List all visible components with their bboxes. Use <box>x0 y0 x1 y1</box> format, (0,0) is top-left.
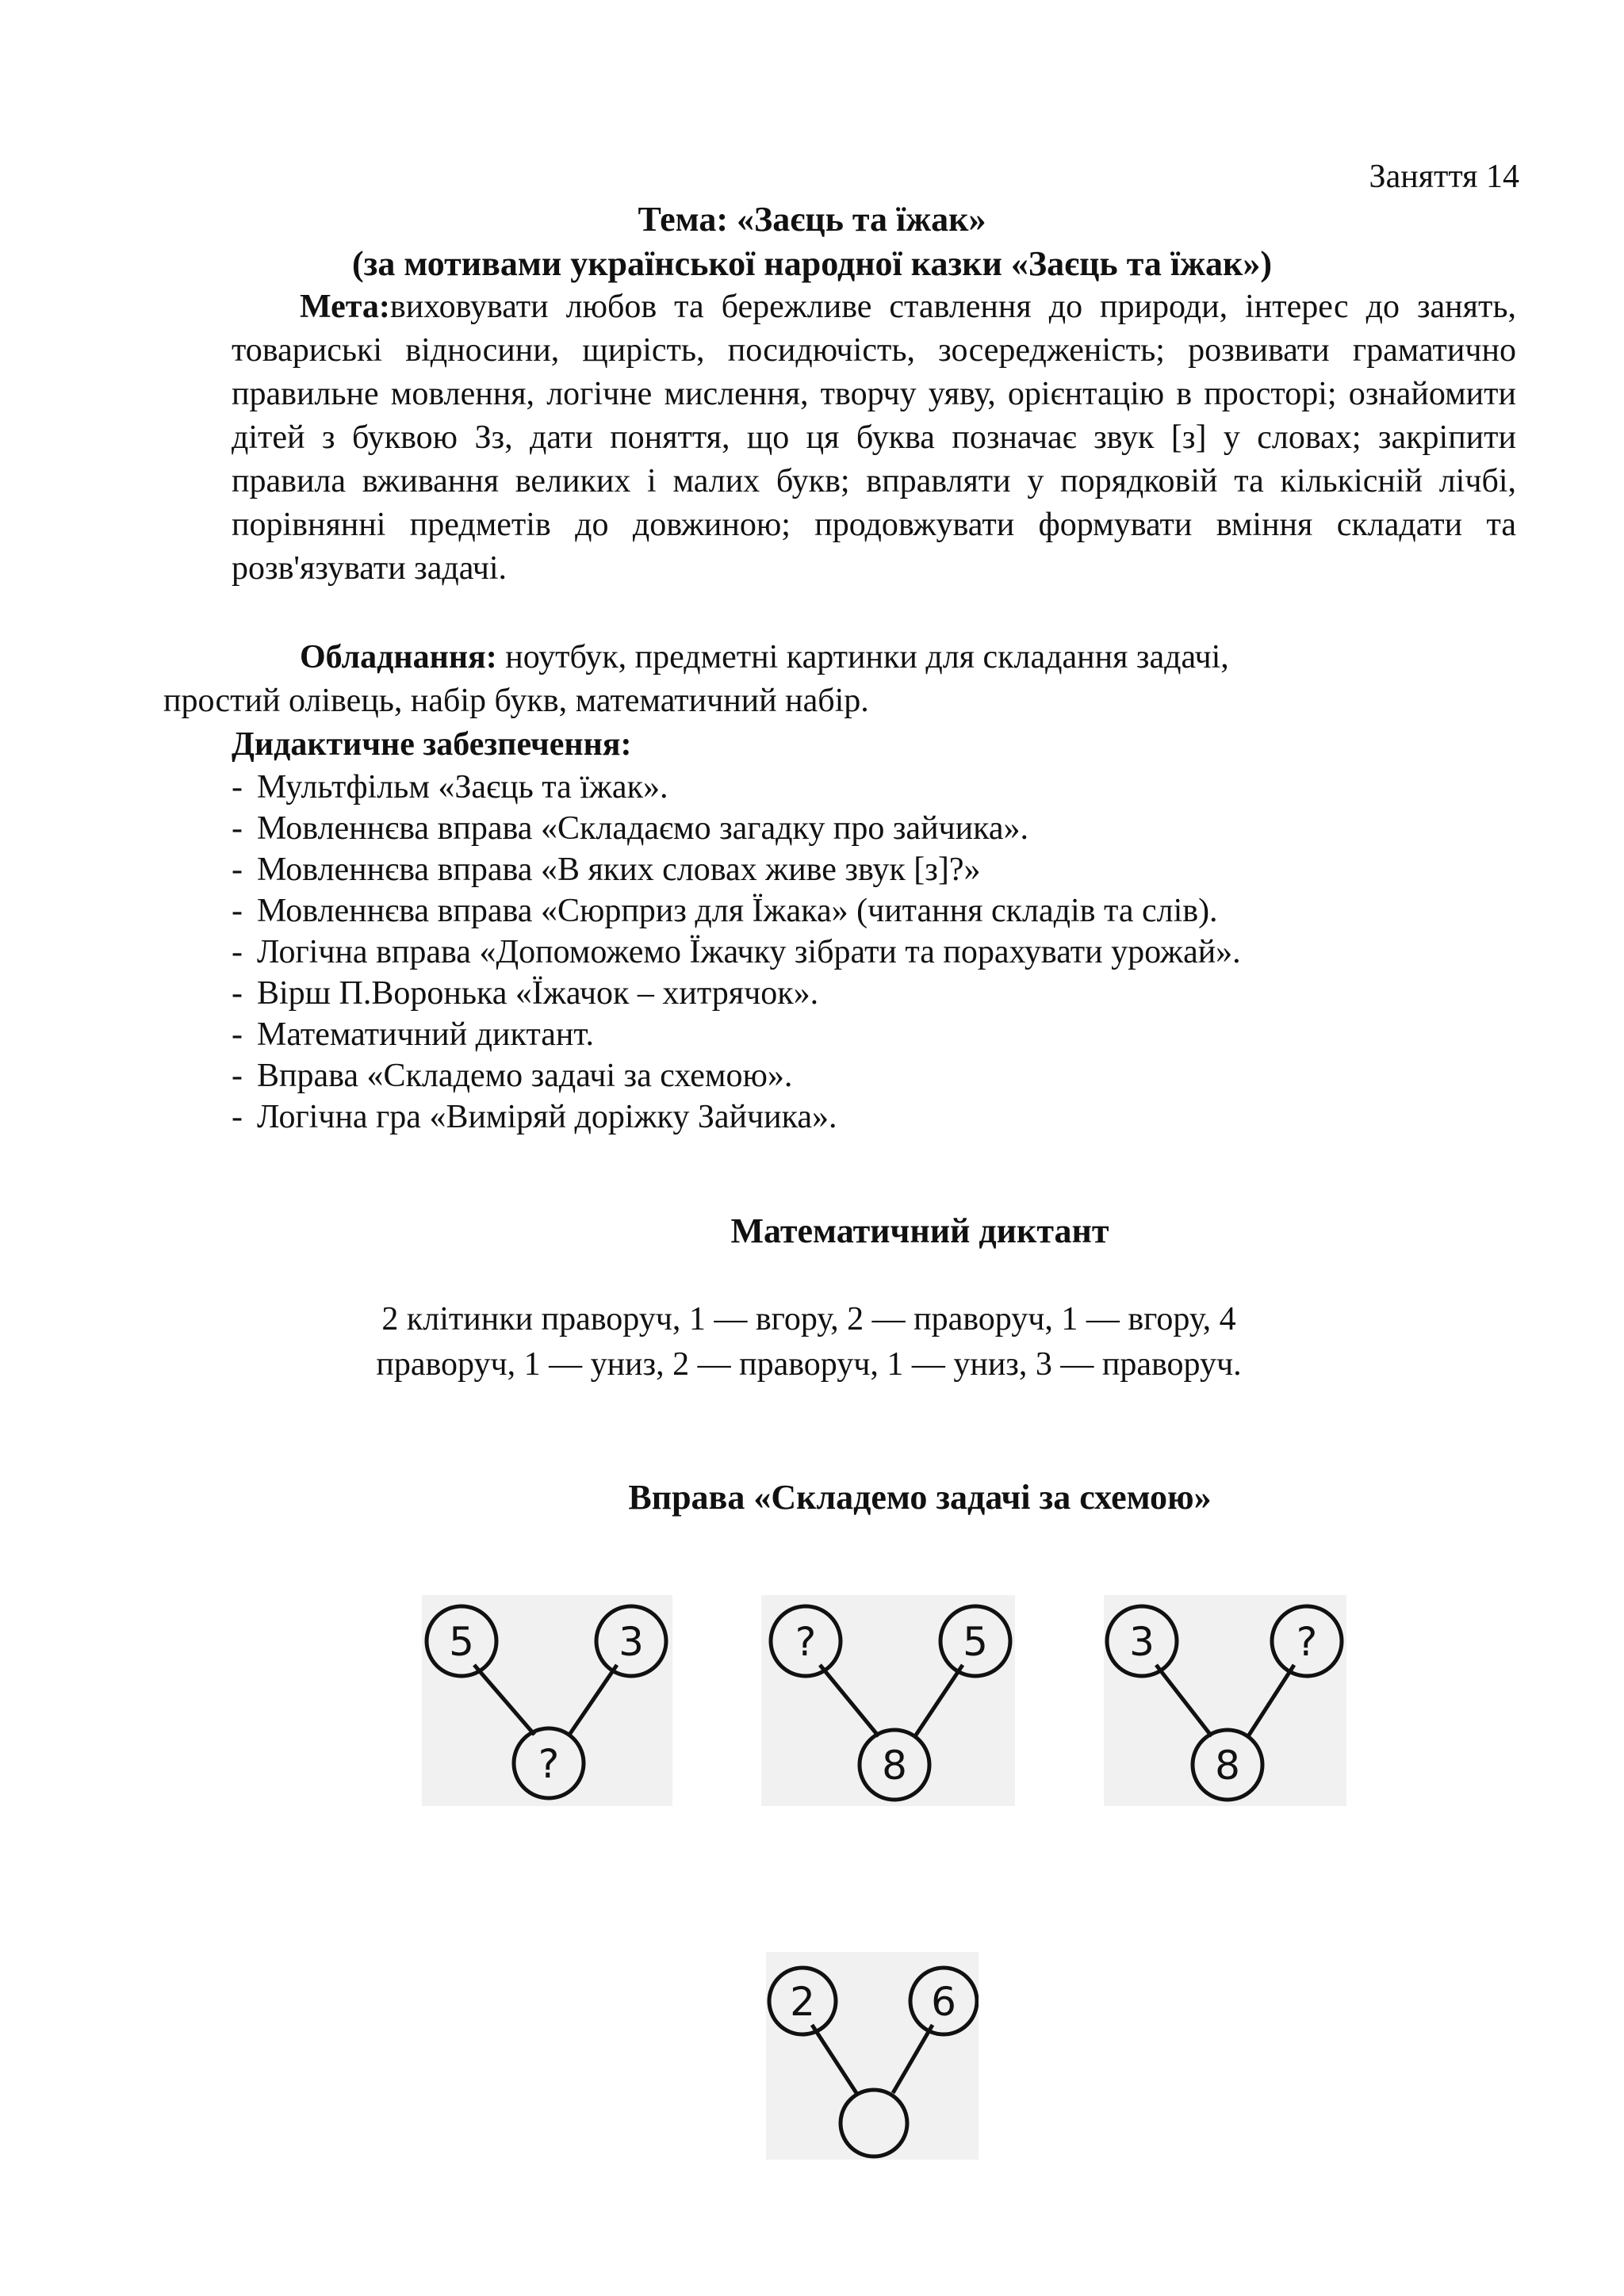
connector-line <box>820 1665 879 1736</box>
list-item: - Логічна вправа «Допоможемо Їжачку зібрати та порахувати урожай». <box>232 932 1241 973</box>
node-bottom-value: 8 <box>882 1743 907 1789</box>
list-item: - Логічна гра «Виміряй доріжку Зайчика». <box>232 1096 1241 1138</box>
scheme-diagram <box>422 1595 672 1806</box>
didactic-list <box>232 767 1241 1138</box>
equipment-line-1: ноутбук, предметні картинки для складання задачі, <box>496 639 1229 675</box>
node-left-value: 2 <box>790 1979 815 2025</box>
list-item: - Мовленнєва вправа «В яких словах живе звук [з]?» <box>232 849 1241 890</box>
list-item: - Мовленнєва вправа «Сюрприз для Їжака» (читання складів та слів). <box>232 890 1241 932</box>
node-left-value: 3 <box>1129 1619 1155 1665</box>
list-dash: - <box>232 934 243 970</box>
number-scheme <box>422 1595 672 1806</box>
node-bottom-value: 8 <box>1215 1743 1240 1789</box>
connector-line <box>1156 1665 1212 1736</box>
list-dash: - <box>232 893 243 929</box>
node-right-value: 6 <box>931 1979 956 2025</box>
number-scheme <box>761 1595 1015 1806</box>
list-item: - Вірш П.Воронька «Їжачок – хитрячок». <box>232 973 1241 1014</box>
scheme-diagram <box>761 1595 1015 1806</box>
node-left-value: 5 <box>449 1619 474 1665</box>
list-dash: - <box>232 810 243 847</box>
number-scheme <box>766 1952 979 2160</box>
equipment-line-2: простий олівець, набір букв, математичний набір. <box>163 683 869 719</box>
didactic-title: Дидактичне забезпечення: <box>232 726 632 763</box>
equipment-paragraph <box>163 636 1516 723</box>
list-dash: - <box>232 1099 243 1135</box>
connector-line <box>893 2025 933 2093</box>
exercise-heading: Вправа «Складемо задачі за схемою» <box>628 1478 1212 1517</box>
connector-line <box>812 2025 856 2093</box>
goal-paragraph <box>232 285 1516 591</box>
list-item: - Вправа «Складемо задачі за схемою». <box>232 1055 1241 1096</box>
list-dash: - <box>232 851 243 888</box>
number-scheme <box>1104 1595 1346 1806</box>
node-circle <box>841 2090 907 2156</box>
goal-text: виховувати любов та бережливе ставлення до природи, інтерес до занять, товариські відносини, щирість, посидючість, зосередженість; розвивати граматично правильне мовлення, логічне мислення, творчу уяву, орієнтацію в просторі; ознайомити дітей з буквою Зз, дати поняття, що ця буква позначає звук [з] у словах; закріпити правила вживання великих і малих букв; вправляти у порядковій та кількісній лічбі, порівнянні предметів до довжиною; продовжувати формувати вміння складати та розв'язувати задачі. <box>232 289 1516 587</box>
node-bottom-value: ? <box>538 1741 560 1787</box>
topic-subtitle: (за мотивами української народної казки «Заєць та їжак») <box>352 244 1272 283</box>
dictation-heading: Математичний диктант <box>730 1211 1109 1250</box>
node-right-value: 5 <box>963 1619 988 1665</box>
goal-label: Мета: <box>300 289 390 325</box>
lesson-number: Заняття 14 <box>1369 159 1519 195</box>
node-right-value: ? <box>1296 1619 1318 1665</box>
equipment-label: Обладнання: <box>300 639 497 675</box>
connector-line <box>569 1665 617 1735</box>
dictation-text <box>238 1297 1380 1387</box>
scheme-diagram <box>766 1952 979 2160</box>
connector-line <box>474 1665 534 1735</box>
list-item: - Мовленнєва вправа «Складаємо загадку про зайчика». <box>232 808 1241 849</box>
node-right-value: 3 <box>619 1619 644 1665</box>
connector-line <box>915 1665 963 1736</box>
list-item: - Математичний диктант. <box>232 1014 1241 1055</box>
list-dash: - <box>232 1058 243 1094</box>
scheme-diagram <box>1104 1595 1346 1806</box>
topic-title: Тема: «Заєць та їжак» <box>638 200 986 239</box>
list-dash: - <box>232 975 243 1012</box>
dictation-line-1: 2 клітинки праворуч, 1 — вгору, 2 — праворуч, 1 — вгору, 4 <box>381 1301 1236 1337</box>
node-left-value: ? <box>795 1619 817 1665</box>
dictation-line-2: праворуч, 1 — униз, 2 — праворуч, 1 — униз, 3 — праворуч. <box>376 1346 1242 1383</box>
list-item: - Мультфільм «Заєць та їжак». <box>232 767 1241 808</box>
connector-line <box>1248 1665 1294 1736</box>
list-dash: - <box>232 769 243 806</box>
list-dash: - <box>232 1016 243 1053</box>
